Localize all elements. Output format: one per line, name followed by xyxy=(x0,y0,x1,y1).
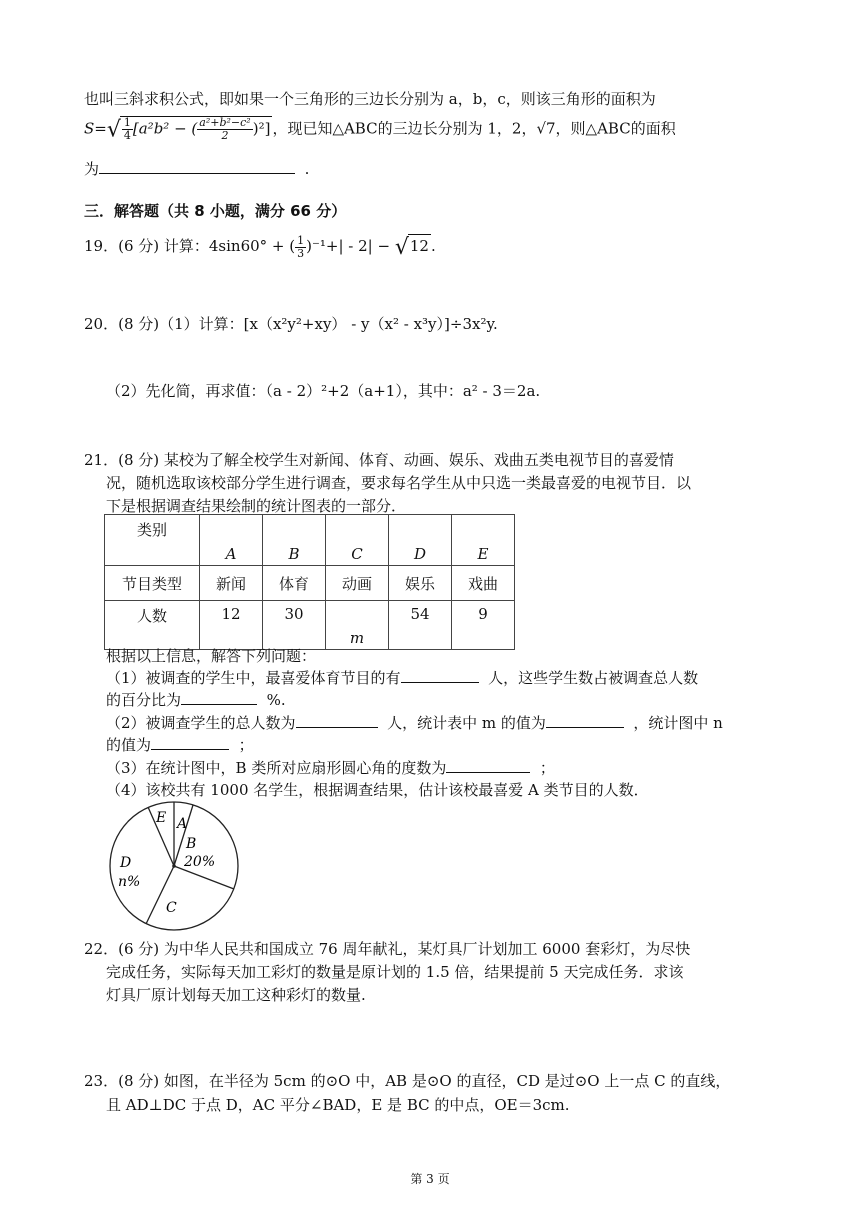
table-cell: A xyxy=(200,515,263,566)
table-cell: 12 xyxy=(200,601,263,650)
period: . xyxy=(304,160,310,178)
text: （3）在统计图中，B 类所对应扇形圆心角的度数为 xyxy=(106,759,447,777)
fraction-denominator: 2 xyxy=(221,129,229,142)
pie-label-b: B xyxy=(186,836,197,852)
page-number: 第 3 页 xyxy=(410,1172,450,1186)
q18-prefix: 为 xyxy=(84,160,100,178)
q19-suffix: )⁻¹+| - 2| − xyxy=(306,237,395,255)
formula-s: S= xyxy=(84,119,107,138)
table-cell: 节目类型 xyxy=(105,566,200,601)
table-cell: 戏曲 xyxy=(452,566,515,601)
q21-sub2b xyxy=(106,733,254,756)
table-cell: 54 xyxy=(389,601,452,650)
pie-label-e: E xyxy=(156,810,167,826)
text: ； xyxy=(539,759,555,777)
section-title: 三．解答题（共 8 小题，满分 66 分） xyxy=(84,202,347,220)
q18-question-text: ，现已知△ABC的三边长分别为 1，2，√7，则△ABC的面积 xyxy=(272,119,676,138)
q18-line1: 也叫三斜求积公式，即如果一个三角形的三边长分别为 a，b，c，则该三角形的面积为 xyxy=(84,90,656,108)
table-row xyxy=(105,566,515,601)
text: 的值为 xyxy=(106,736,152,754)
q21-intro: 根据以上信息，解答下列问题： xyxy=(106,647,317,665)
q18-line3 xyxy=(84,157,309,180)
table-cell: 娱乐 xyxy=(389,566,452,601)
q21-line3: 下是根据调查结果绘制的统计图表的一部分． xyxy=(106,497,407,515)
table-cell: D xyxy=(389,515,452,566)
q19-prefix: 19．(6 分) 计算：4sin60° + ( xyxy=(84,237,296,255)
sqrt-sign: √ xyxy=(394,235,409,260)
table-cell: E xyxy=(452,515,515,566)
stats-table xyxy=(104,514,515,650)
answer-blank[interactable] xyxy=(296,711,378,728)
q21-sub3 xyxy=(106,756,555,779)
text: ； xyxy=(238,736,254,754)
table-cell: C xyxy=(326,515,389,566)
table-cell: 动画 xyxy=(326,566,389,601)
table-cell: 9 xyxy=(452,601,515,650)
formula-term: [a²b² − ( xyxy=(132,119,198,138)
table-row xyxy=(105,515,515,566)
q19 xyxy=(84,234,436,260)
fraction-numerator: 1 xyxy=(297,233,305,247)
q22-line2: 完成任务，实际每天加工彩灯的数量是原计划的 1.5 倍，结果提前 5 天完成任务．求该 xyxy=(106,963,684,981)
table-cell: 30 xyxy=(263,601,326,650)
answer-blank[interactable] xyxy=(401,666,479,683)
q21-sub4: （4）该校共有 1000 名学生，根据调查结果，估计该校最喜爱 A 类节目的人数． xyxy=(106,781,649,799)
text: （1）被调查的学生中，最喜爱体育节目的有 xyxy=(106,669,401,687)
text: 人，这些学生数占被调查总人数 xyxy=(488,669,699,687)
q22-line1: 22．(6 分) 为中华人民共和国成立 76 周年献礼，某灯具厂计划加工 6000 套彩灯，为尽快 xyxy=(84,940,691,958)
pie-label-d-percent: n% xyxy=(118,874,141,890)
q22-line3: 灯具厂原计划每天加工这种彩灯的数量. xyxy=(106,986,366,1004)
q21-line1: 21．(8 分) 某校为了解全校学生对新闻、体育、动画、娱乐、戏曲五类电视节目的喜爱情 xyxy=(84,451,674,469)
pie-label-d: D xyxy=(120,855,132,871)
period: . xyxy=(430,237,436,255)
quarter-fraction xyxy=(122,117,133,142)
text: 人，统计表中 m 的值为 xyxy=(387,714,546,732)
fraction-numerator: a²+b²−c² xyxy=(199,116,251,129)
q21-line2: 况，随机选取该校部分学生进行调查，要求每名学生从中只选一类最喜爱的电视节目．以 xyxy=(106,474,692,492)
pie-label-b-percent: 20% xyxy=(184,854,216,870)
fraction-numerator: 1 xyxy=(123,116,131,129)
table-cell: B xyxy=(263,515,326,566)
table-cell: m xyxy=(326,601,389,650)
text: %. xyxy=(266,691,286,709)
table-cell: 类别 xyxy=(105,515,200,566)
inner-fraction xyxy=(197,117,252,142)
table-row xyxy=(105,601,515,650)
area-formula-radicand xyxy=(120,116,273,142)
text: 的百分比为 xyxy=(106,691,182,709)
answer-blank[interactable] xyxy=(446,756,530,773)
text: ，统计图中 n xyxy=(633,714,723,732)
q19-radicand: 12 xyxy=(408,234,431,257)
q20-part2: （2）先化简，再求值：（a - 2）²+2（a+1），其中：a² - 3＝2a. xyxy=(106,382,541,400)
pie-chart xyxy=(100,800,250,932)
table-cell: 新闻 xyxy=(200,566,263,601)
q21-sub2 xyxy=(106,711,723,734)
q21-sub1b xyxy=(106,688,286,711)
formula-close: )²] xyxy=(252,119,271,138)
answer-blank[interactable] xyxy=(151,733,229,750)
q21-sub1 xyxy=(106,666,698,689)
fraction-denominator: 4 xyxy=(123,129,131,142)
table-cell: 体育 xyxy=(263,566,326,601)
answer-blank[interactable] xyxy=(181,688,257,705)
table-cell: 人数 xyxy=(105,601,200,650)
q18-formula-line xyxy=(84,116,676,142)
answer-blank[interactable] xyxy=(99,157,295,174)
pie-label-c: C xyxy=(166,900,177,916)
q23-line2: 且 AD⊥DC 于点 D，AC 平分∠BAD，E 是 BC 的中点，OE＝3cm. xyxy=(106,1096,570,1114)
fraction-denominator: 3 xyxy=(297,246,305,260)
sqrt-sign: √ xyxy=(106,117,121,143)
pie-label-a: A xyxy=(177,816,188,832)
text: （2）被调查学生的总人数为 xyxy=(106,714,296,732)
q20-part1: 20．(8 分)（1）计算：[x（x²y²+xy） - y（x² - x³y）]÷3x²y. xyxy=(84,315,498,333)
q23-line1: 23．(8 分) 如图，在半径为 5cm 的⊙O 中，AB 是⊙O 的直径，CD 是过⊙O 上一点 C 的直线， xyxy=(84,1072,731,1090)
q19-fraction xyxy=(295,235,306,260)
answer-blank[interactable] xyxy=(546,711,624,728)
pie-center xyxy=(172,864,176,868)
